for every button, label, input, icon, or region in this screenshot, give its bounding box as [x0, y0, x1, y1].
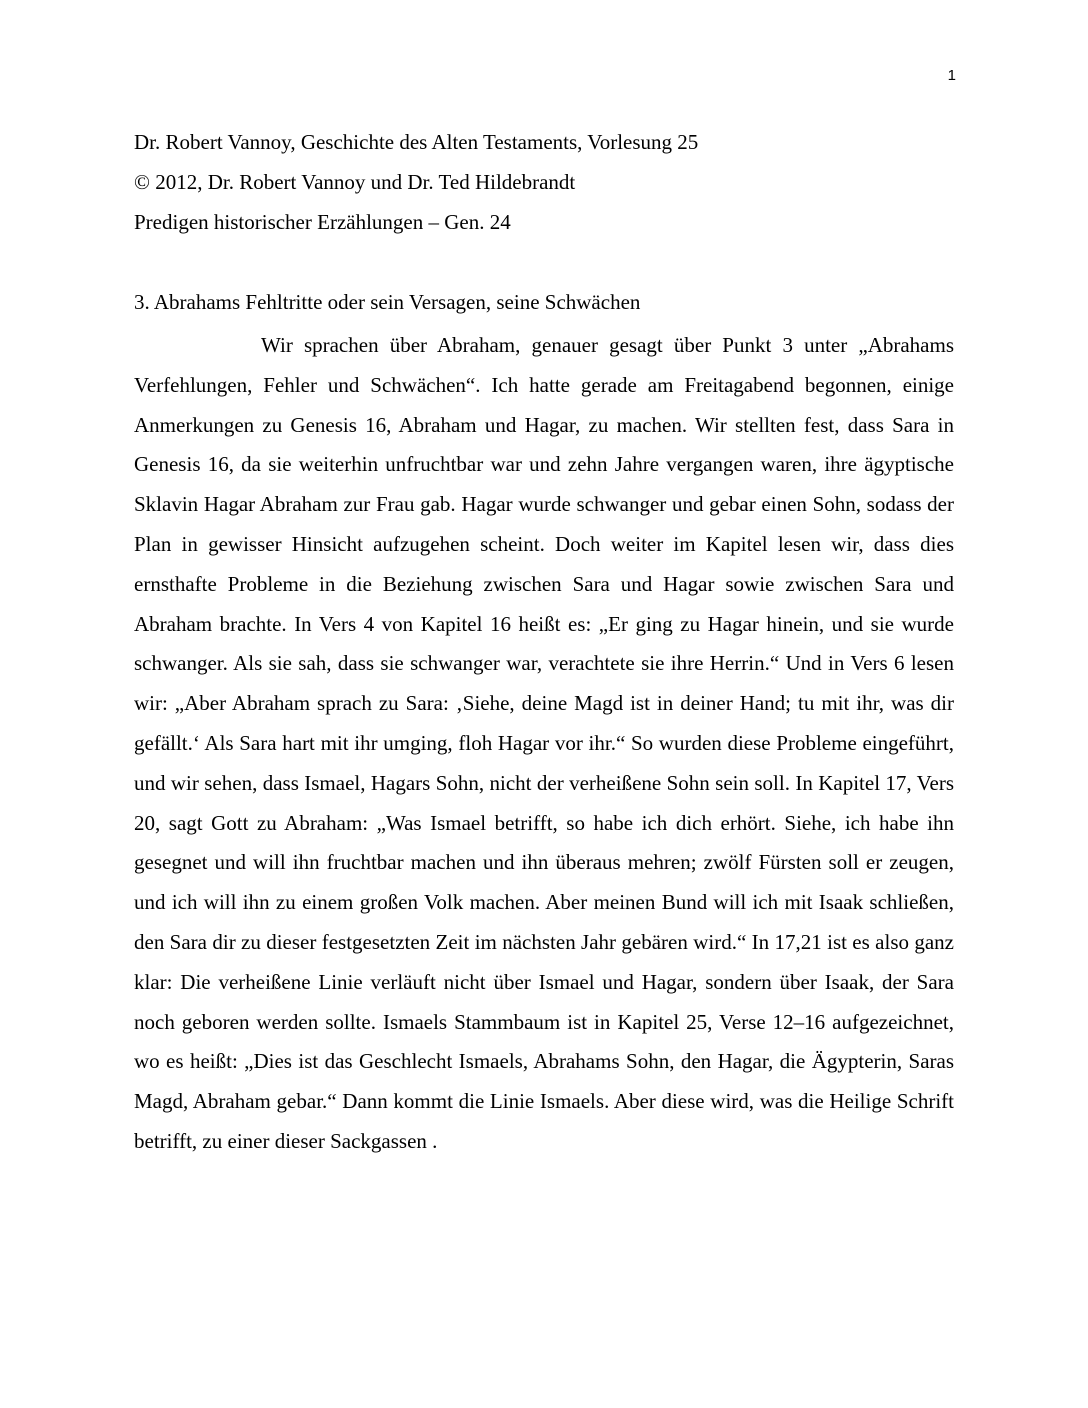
- section-heading: 3. Abrahams Fehltritte oder sein Versagen, seine Schwächen: [134, 290, 641, 314]
- header-copyright: © 2012, Dr. Robert Vannoy und Dr. Ted Hildebrandt: [134, 170, 576, 194]
- body-paragraph: Wir sprachen über Abraham, genauer gesagt über Punkt 3 unter „Abrahams Verfehlungen, Fehler und Schwächen“. Ich hatte gerade am Freitagabend begonnen, einige Anmerkungen zu Genesis 16, Abraham und Hagar, zu machen. Wir stellten fest, dass Sara in Genesis 16, da sie weiterhin unfruchtbar war und zehn Jahre vergangen waren, ihre ägyptische Sklavin Hagar Abraham zur Frau gab. Hagar wurde schwanger und gebar einen Sohn, sodass der Plan in gewisser Hinsicht aufzugehen scheint. Doch weiter im Kapitel lesen wir, dass dies ernsthafte Probleme in die Beziehung zwischen Sara und Hagar sowie zwischen Sara und Abraham brachte. In Vers 4 von Kapitel 16 heißt es: „Er ging zu Hagar hinein, und sie wurde schwanger. Als sie sah, dass sie schwanger war, verachtete sie ihre Herrin.“ Und in Vers 6 lesen wir: „Aber Abraham sprach zu Sara: ‚Siehe, deine Magd ist in deiner Hand; tu mit ihr, was dir gefällt.‘ Als Sara hart mit ihr umging, floh Hagar vor ihr.“ So wurden diese Probleme eingeführt, und wir sehen, dass Ismael, Hagars Sohn, nicht der verheißene Sohn sein soll. In Kapitel 17, Vers 20, sagt Gott zu Abraham: „Was Ismael betrifft, so habe ich dich erhört. Siehe, ich habe ihn gesegnet und will ihn fruchtbar machen und ihn überaus mehren; zwölf Fürsten soll er zeugen, und ich will ihn zu einem großen Volk machen. Aber meinen Bund will ich mit Isaak schließen, den Sara dir zu dieser festgesetzten Zeit im nächsten Jahr gebären wird.“ In 17,21 ist es also ganz klar: Die verheißene Linie verläuft nicht über Ismael und Hagar, sondern über Isaak, der Sara noch geboren werden sollte. Ismaels Stammbaum ist in Kapitel 25, Verse 12–16 aufgezeichnet, wo es heißt: „Dies ist das Geschlecht Ismaels, Abrahams Sohn, den Hagar, die Ägypterin, Saras Magd, Abraham gebar.“ Dann kommt die Linie Ismaels. Aber diese wird, was die Heilige Schrift betrifft, zu einer dieser Sackgassen .: [134, 333, 954, 1153]
- header-subtitle: Predigen historischer Erzählungen – Gen. 24: [134, 210, 511, 234]
- header-lecture-title: Dr. Robert Vannoy, Geschichte des Alten Testaments, Vorlesung 25: [134, 130, 699, 154]
- page-number: 1: [947, 67, 956, 84]
